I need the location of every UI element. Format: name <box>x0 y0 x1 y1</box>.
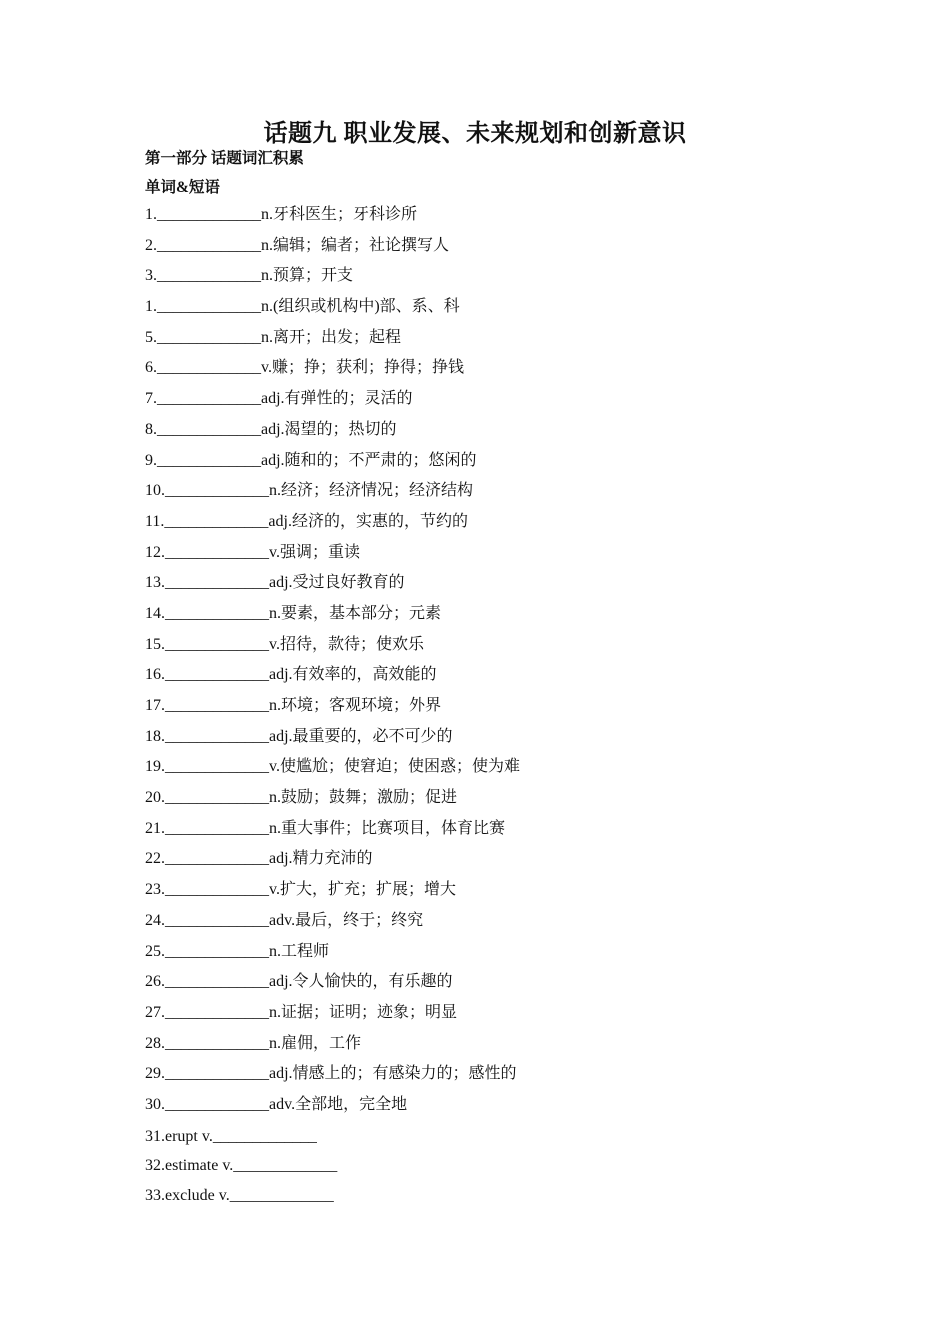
vocab-item-3: 3._____________n.预算；开支 <box>145 267 354 285</box>
vocab-item-31: 31.erupt v._____________ <box>145 1128 317 1145</box>
vocab-item-12: 12._____________v.强调；重读 <box>145 543 360 561</box>
part-heading: 第一部分 话题词汇积累 <box>145 150 304 167</box>
vocab-item-21: 21._____________n.重大事件；比赛项目，体育比赛 <box>145 819 506 837</box>
vocab-item-29: 29._____________adj.情感上的；有感染力的；感性的 <box>145 1065 517 1083</box>
vocab-item-28: 28._____________n.雇佣，工作 <box>145 1034 362 1052</box>
vocab-item-27: 27._____________n.证据；证明；迹象；明显 <box>145 1003 458 1021</box>
vocab-item-23: 23._____________v.扩大，扩充；扩展；增大 <box>145 881 456 899</box>
vocab-item-16: 16._____________adj.有效率的，高效能的 <box>145 666 437 684</box>
document-title: 话题九 职业发展、未来规划和创新意识 <box>263 121 687 147</box>
vocab-item-22: 22._____________adj.精力充沛的 <box>145 850 373 868</box>
vocab-item-7: 7._____________adj.有弹性的；灵活的 <box>145 390 413 408</box>
vocab-item-14: 14._____________n.要素，基本部分；元素 <box>145 604 442 622</box>
vocab-item-4: 1._____________n.(组织或机构中)部、系、科 <box>145 298 460 316</box>
vocab-item-19: 19._____________v.使尴尬；使窘迫；使困惑；使为难 <box>145 758 520 776</box>
derivation-list <box>145 1125 337 1213</box>
vocab-item-5: 5._____________n.离开；出发；起程 <box>145 328 402 346</box>
vocab-item-15: 15._____________v.招待，款待；使欢乐 <box>145 635 424 653</box>
vocab-item-9: 9._____________adj.随和的；不严肃的；悠闲的 <box>145 451 477 469</box>
vocab-item-11: 11._____________adj.经济的，实惠的，节约的 <box>145 512 468 530</box>
vocab-item-26: 26._____________adj.令人愉快的，有乐趣的 <box>145 973 453 991</box>
vocabulary-list <box>145 203 520 1124</box>
section-heading: 单词&短语 <box>145 179 220 196</box>
vocab-item-18: 18._____________adj.最重要的，必不可少的 <box>145 727 453 745</box>
vocab-item-33: 33.exclude v._____________ <box>145 1186 334 1204</box>
vocab-item-8: 8._____________adj.渴望的；热切的 <box>145 420 397 438</box>
vocab-item-25: 25._____________n.工程师 <box>145 942 330 960</box>
vocab-item-6: 6._____________v.赚；挣；获利；挣得；挣钱 <box>145 359 464 377</box>
vocab-item-20: 20._____________n.鼓励；鼓舞；激励；促进 <box>145 789 458 807</box>
vocab-item-13: 13._____________adj.受过良好教育的 <box>145 574 405 592</box>
vocab-item-2: 2._____________n.编辑；编者；社论撰写人 <box>145 236 450 254</box>
vocab-item-24: 24._____________adv.最后，终于；终究 <box>145 911 424 929</box>
vocab-item-30: 30._____________adv.全部地，完全地 <box>145 1095 408 1113</box>
vocab-item-32: 32.estimate v._____________ <box>145 1157 338 1175</box>
vocab-item-10: 10._____________n.经济；经济情况；经济结构 <box>145 482 474 500</box>
vocab-item-1: 1._____________n.牙科医生；牙科诊所 <box>145 206 418 223</box>
vocab-item-17: 17._____________n.环境；客观环境；外界 <box>145 697 442 714</box>
